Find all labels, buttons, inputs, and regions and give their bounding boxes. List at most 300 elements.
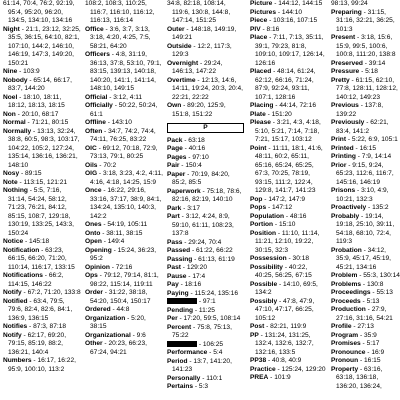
index-entry: Personally - 110:1 (167, 374, 223, 382)
index-entry: Outside - 12:2, 117:3, 129:3 (167, 42, 232, 58)
index-entry: Prisons - 3:10, 4:9, 10:21, 132:3 (331, 187, 389, 203)
index-term: Nosy (3, 170, 20, 177)
index-entry: Paper - 70:19, 84:20, 85:2, 85:5 (167, 170, 230, 186)
index-term: Part (167, 213, 180, 220)
index-term: Problems (331, 280, 362, 288)
page-line-refs: 50:22, 50:24, 61:1 (90, 102, 158, 118)
index-entry: Printed - 16:15 (331, 144, 377, 152)
index-term: Place (250, 34, 268, 41)
index-entry: Possibility - 40:22, 40:25, 56:25, 67:15 (250, 263, 312, 279)
page-line-refs: 17:20, 59:5, 108:14 (183, 315, 241, 322)
page-line-refs: 67:2, 71:20, 133:8 (27, 289, 81, 296)
redaction-bar (167, 341, 197, 347)
index-entry: Plate - 151:20 (250, 110, 292, 118)
index-term: Note (3, 178, 18, 186)
index-entry: Other - 20:23, 66:23, 67:24, 94:21 (85, 340, 147, 356)
index-term: Pending (167, 306, 194, 314)
index-entry: Period - 13:7, 141:20, 141:23 (167, 357, 232, 373)
index-entry: Onto - 38:11, 38:15 (85, 229, 143, 237)
page-line-refs: 103:16, 107:15 (273, 17, 318, 24)
index-term: Post (250, 323, 265, 330)
page-line-refs: 12:2, 117:3, 129:3 (172, 42, 232, 58)
index-entry: Pop - 147:2, 147:9 (250, 195, 306, 203)
page-line-refs: 44:8 (116, 306, 130, 313)
index-entry: Pictures - 144:10 (250, 8, 303, 16)
page-line-refs: 62:21, 83:4, 141:2 (336, 119, 389, 135)
index-term: Officially (85, 102, 113, 109)
index-entry: Population - 48:16 (250, 212, 307, 220)
index-term: Possession (250, 255, 287, 262)
index-term: Pages (167, 153, 187, 161)
index-entry: Performance - 5:4 (167, 349, 223, 356)
index-entry: Nobody - 65:14, 66:17, 83:7, 144:20 (3, 76, 72, 92)
page-line-refs: 70:2 (103, 161, 117, 169)
index-entry: Print - 5:22, 6:9, 105:1 (331, 136, 398, 143)
page-line-refs: 61:22, 66:22 (195, 247, 233, 254)
index-term: Portion (250, 221, 274, 228)
index-term: Performance (167, 349, 208, 356)
page-line-refs: 40:22, 40:25, 56:25, 67:15 (255, 263, 312, 279)
index-term: Pair (167, 162, 180, 169)
page-line-refs: 5:4 (213, 349, 223, 356)
page-line-refs: 3:6, 3:7, 3:13, 3:18, 4:20, 4:25, 7:5, 58:21, 64:20 (90, 25, 151, 50)
index-entry: Once - 16:22, 29:16, 33:16, 37:17, 38:9, 84:1, 134:24, 135:10, 140:3, 142:2 (85, 187, 162, 220)
index-term: Paying (167, 289, 189, 297)
index-entry: Previously - 62:21, 83:4, 141:2 (331, 119, 389, 135)
page-line-refs: 14:10, 69:5, 134:2 (255, 280, 318, 296)
index-term: Placed (250, 68, 272, 75)
index-entry: PP - 131:24, 131:25, 132:4, 132:6, 132:7, 132:16, 133:5 (250, 331, 314, 356)
index-entry: Ordered - 44:8 (85, 306, 130, 313)
page-line-refs: 8:16 (266, 25, 280, 33)
page-line-refs: 5:17 (366, 340, 380, 347)
index-column-3 (167, 0, 244, 392)
index-entry: Office - 3:6, 3:7, 3:13, 3:18, 4:20, 4:25, 7:5, 58:21, 64:20 (85, 25, 151, 50)
index-column-1 (3, 0, 81, 374)
index-term: Open (85, 238, 102, 245)
index-entry: Pressure - 5:18 (331, 68, 378, 75)
index-entry: Possible - 14:10, 69:5, 134:2 (250, 280, 318, 296)
page-line-refs: 34:12, 35:9, 45:17, 45:19, 45:21, 134:16 (336, 246, 391, 271)
index-term: Ops (85, 272, 98, 279)
page-line-refs: 12:13, 14:6, 14:11, 19:24, 20:3, 20:4, 22:21, 22:22 (172, 76, 244, 101)
index-term: Oils (85, 161, 98, 169)
page-line-refs: 63:4, 79:5, 79:6, 82:4, 82:6, 84:1, 136:9, 136:15 (8, 297, 73, 322)
index-term: Normal (3, 119, 26, 126)
index-entry: Prior - 9:15, 9:24, 65:23, 112:6, 116:7, 145:16, 146:19 (331, 161, 394, 186)
index-term: Passing (167, 255, 193, 263)
index-entry: Opinion - 72:16 (85, 263, 133, 271)
index-entry: Problem - 55:3, 130:14 (331, 272, 400, 279)
index-term: Offline (85, 119, 106, 126)
index-term: Nothing (3, 187, 28, 194)
page-line-refs: 4:8, 31:19, 36:13, 37:8, 53:10, 79:1, 83:15, 139:13, 140:18, 140:20, 141:1, 141:14, 148:10, 149:15 (90, 51, 162, 92)
index-entry: Organizational - 9:6 (85, 331, 146, 339)
page-line-refs: 38:11, 38:15 (106, 229, 143, 237)
page-line-refs: 3:10, 4:9, 10:21, 132:3 (336, 187, 389, 203)
index-entry: Notification - 63:23, 66:15, 66:20, 71:20, 110:14, 116:17, 133:15 (3, 246, 75, 271)
page-line-refs: 54:19, 105:11 (107, 221, 148, 228)
index-entry: Nine - 103:9 (3, 68, 40, 75)
page-line-refs: 20:23, 66:23, 67:24, 94:21 (90, 340, 147, 356)
index-column-2 (85, 0, 163, 357)
index-term: Pronoun (331, 357, 359, 364)
index-entry: PP38 - 40:8, 40:9 (250, 357, 302, 364)
page-line-refs: 5:22, 6:9, 105:1 (351, 136, 398, 143)
page-line-refs: 35:9 (364, 331, 377, 339)
page-line-refs: 148:18, 149:19, 149:21 (172, 25, 237, 41)
index-term: Property (331, 365, 359, 373)
page-line-refs: 147:12 (272, 204, 293, 211)
index-entry: Placing - 44:14, 72:16 (250, 102, 316, 109)
index-entry: Open - 149:4 (85, 238, 125, 245)
index-entry: Past - 129:20 (167, 264, 207, 271)
page-line-refs: 13:7, 141:20, 141:23 (172, 357, 232, 373)
index-entry: - 106:25 (167, 341, 244, 350)
index-term: Plate (250, 110, 266, 118)
page-line-refs: 129:20 (186, 264, 207, 271)
page-line-refs: 131:24, 131:25, 132:4, 132:6, 132:7, 132:16, 133:5 (255, 331, 314, 356)
page-line-refs: 71:21, 80:15 (31, 119, 69, 126)
page-line-refs: 79:12, 79:14, 81:1, 98:22, 115:14, 119:11 (90, 272, 159, 288)
index-term: Pop (250, 195, 263, 203)
page-line-refs: 106:25 (202, 340, 224, 348)
index-term: Normally (3, 127, 32, 135)
index-entry (3, 0, 81, 26)
index-entry: Practice - 125:24, 129:20 (250, 365, 326, 373)
index-entry: Offline - 143:10 (85, 119, 132, 126)
index-term: Notified (3, 297, 28, 305)
index-term: Ordered (85, 306, 111, 313)
index-entry: Notifies - 87:3, 87:18 (3, 323, 67, 330)
index-term: Notification (3, 246, 40, 254)
index-entry: Please - 3:21, 4:3, 4:18, 5:10, 5:21, 7:14, 7:18, 7:21, 15:17, 103:12 (250, 119, 321, 143)
page-line-refs: 135:2 (372, 204, 389, 211)
page-line-refs: 16:9 (371, 348, 385, 356)
page-line-refs: 19:14, 19:18, 25:10, 39:11, 54:18, 68:10, 72:4, 119:3 (336, 212, 395, 245)
index-term: Order (85, 289, 103, 296)
index-entry: Pending - 11:25 (167, 306, 215, 314)
index-term: Personally (167, 374, 201, 382)
page-line-refs: 16:22, 29:16, 33:16, 37:17, 38:9, 84:1, 134:24, 135:10, 140:3, 142:2 (90, 187, 162, 220)
index-entry: Pay - 18:16 (167, 281, 202, 288)
page-line-refs: 21:1, 23:12, 32:25, 35:5, 36:15, 64:10, 82:1, 107:10, 144:2, 146:10, 146:19, 147:3, 149:20, 150:21 (8, 25, 81, 67)
page-line-refs: 113:15, 121:21 (23, 178, 68, 186)
page-line-refs: 48:14, 61:24, 62:12, 66:16, 71:24, 87:9, 92:24, 93:11, 107:1, 128:16 (255, 68, 316, 101)
index-term: Previously (331, 119, 365, 126)
page-line-refs: 62:17, 69:20, 79:15, 85:19, 88:2, 136:21, 140:4 (8, 331, 67, 356)
index-term: Organizational (85, 331, 131, 339)
index-term: Page (167, 145, 183, 152)
index-term: Pay (167, 281, 179, 288)
page-line-refs: 18:10, 18:11, 18:12, 18:13, 18:15 (8, 93, 65, 109)
index-entry: PIV - 8:16 (250, 25, 280, 33)
page-line-refs: 9:15, 9:24, 65:23, 112:6, 116:7, 145:16, 146:19 (336, 161, 394, 186)
index-entry: Oils - 70:2 (85, 161, 117, 169)
index-entry: Paying - 115:24, 135:16 (167, 289, 239, 297)
index-term: Organization (85, 314, 126, 322)
index-term: PP38 (250, 357, 267, 364)
page-line-refs: 5:18 (365, 68, 378, 75)
index-term: Period (167, 357, 188, 365)
index-term: Position (250, 229, 277, 237)
page-line-refs: 11:10, 11:14, 11:21, 12:10, 19:22, 30:15, 32:3 (255, 229, 320, 254)
index-entry: Note - 113:15, 121:21 (3, 178, 68, 186)
page-line-refs: 97:1 (202, 298, 216, 305)
page-line-refs: 7:9, 14:14 (361, 153, 392, 160)
index-term: Overtime (167, 76, 196, 84)
index-entry: Position - 11:10, 11:14, 11:21, 12:10, 19:22, 30:15, 32:3 (250, 229, 320, 254)
page-line-refs: 69:12, 70:18, 72:9, 73:13, 79:1, 80:25 (90, 144, 158, 160)
page-line-refs: 5:5, 7:16, 31:14, 54:24, 58:12, 71:23, 76:21, 84:12, 85:15, 108:7, 129:18, 130:19, 133:25, 143:3, 150:24 (8, 187, 74, 237)
page-line-refs: 18:16 (184, 281, 202, 288)
index-entry (85, 0, 163, 26)
index-term: Print (331, 136, 347, 143)
index-term: Once (85, 187, 102, 194)
page-line-refs: 48:16 (289, 212, 307, 220)
index-term: Night (3, 25, 20, 33)
index-term: Prior (331, 161, 347, 169)
index-entry: Possession - 30:18 (250, 255, 310, 262)
index-term: Park (167, 204, 182, 212)
page-line-refs: 16:15 (363, 357, 381, 364)
index-term: Passed (167, 247, 191, 254)
section-letter-header: P (167, 123, 244, 133)
index-entry: Possibly - 47:8, 47:9, 47:10, 47:17, 66:25, 105:12 (250, 297, 315, 322)
page-line-refs: 130:8 (366, 280, 384, 288)
index-term: Notify (3, 289, 22, 296)
index-term: Probably (331, 212, 360, 220)
page-line-refs: 151:20 (271, 110, 292, 118)
index-entry: Nothing - 5:5, 7:16, 31:14, 54:24, 58:12, 71:23, 76:21, 84:12, 85:15, 108:7, 129:18, 130:19, 133:25, 143:3, 150:24 (3, 187, 74, 237)
page-line-refs: 143:10 (111, 119, 132, 126)
index-entry: Profile - 27:13 (331, 323, 374, 330)
index-entry: Program - 35:9 (331, 331, 377, 339)
index-entry: Printing - 7:9, 14:14 (331, 153, 392, 160)
index-entry: Officially - 50:22, 50:24, 61:1 (85, 102, 158, 118)
index-entry: Notify - 67:2, 71:20, 133:8 (3, 289, 81, 296)
index-entry: Proceeds - 5:13 (331, 297, 380, 305)
index-term: Piece (250, 17, 268, 24)
index-term: Nobody (3, 76, 28, 84)
index-entry (167, 0, 244, 26)
index-term: Present (331, 34, 356, 41)
page-line-refs: 63:23, 66:15, 66:20, 71:20, 110:14, 116:17, 133:15 (8, 246, 75, 271)
page-line-refs: 145:18 (29, 238, 50, 245)
page-line-refs: 137:8, 139:22 (336, 102, 384, 118)
index-term: Office (85, 25, 104, 33)
index-entry: Normal - 71:21, 80:15 (3, 119, 69, 126)
page-line-refs: 63:18 (188, 136, 205, 144)
index-term: Paperwork (167, 187, 201, 195)
page-line-refs: 40:8, 40:9 (272, 357, 302, 364)
index-term: Preparing (331, 8, 362, 16)
index-entry: Notify - 62:17, 69:20, 79:15, 85:19, 88:2, 136:21, 140:4 (3, 331, 67, 356)
page-line-refs: 75:18, 78:6, 82:16, 82:19, 140:10 (172, 187, 242, 203)
index-term: Possible (250, 280, 278, 288)
page-line-refs: 144:10 (281, 8, 303, 16)
page-line-refs: 63:16, 63:18, 136:18, 136:20, 136:24, (336, 365, 383, 390)
page-line-refs: 3:18, 15:6, 15:9, 99:5, 100:6, 100:8, 111:20, 138:8 (336, 34, 396, 58)
index-entry: Pronoun - 16:15 (331, 357, 381, 364)
index-term: Own (167, 102, 182, 109)
index-term: Noel (3, 93, 18, 101)
index-term: PIV (250, 25, 261, 33)
page-line-refs: 149:4 (107, 238, 125, 245)
index-entry: Pops - 147:12 (250, 204, 293, 211)
page-line-refs: 16:15 (359, 144, 377, 152)
index-entry: Point - 11:11, 18:1, 41:6, 48:11, 60:2, 65:11, 65:16, 65:24, 65:25, 67:3, 70:25, 78:19, 93:15, 111:2, 122:4, 129:8, 141:7, 141:23 (250, 144, 323, 194)
index-entry: Production - 27:9, 27:16, 31:16, 54:21 (331, 306, 393, 322)
index-term: Ones (85, 221, 102, 228)
index-term: Possibly (250, 297, 278, 305)
index-term: Picture (250, 0, 273, 7)
index-term: Pass (167, 238, 183, 246)
page-line-refs: 150:4 (185, 162, 202, 169)
page-line-refs: 29:24, 70:4 (188, 238, 222, 246)
index-term: Opening (85, 246, 112, 254)
index-term: OIG (85, 170, 98, 177)
page-line-refs: 3:12, 4:24, 8:9, 59:10, 61:11, 108:23, 137:8 (172, 213, 234, 237)
index-entry: Percent - 75:8, 75:13, 75:22 (167, 323, 232, 339)
index-term: Pertains (167, 383, 194, 390)
index-entry: Pack - 63:18 (167, 136, 205, 144)
index-entry: Order - 31:22, 38:18, 54:20, 150:4, 150:17 (85, 289, 151, 305)
index-term: Notifications (3, 272, 43, 279)
index-term: Outside (167, 42, 192, 50)
page-line-refs: 103:9 (23, 68, 40, 75)
index-entry: Probably - 19:14, 19:18, 25:10, 39:11, 54:18, 68:10, 72:4, 119:3 (331, 212, 395, 245)
page-line-refs: 40:16 (188, 145, 206, 152)
index-term: Pack (167, 136, 183, 144)
page-line-refs: 101:9 (274, 374, 291, 381)
index-term: Probation (331, 246, 362, 254)
index-entry: Overtime - 12:13, 14:6, 14:11, 19:24, 20:3, 20:4, 22:21, 22:22 (167, 76, 244, 101)
index-term: Pictures (250, 8, 277, 16)
page-line-refs: 147:2, 147:9 (268, 195, 306, 203)
index-entry: Pass - 29:24, 70:4 (167, 238, 222, 246)
index-entry: Pertains - 5:3 (167, 383, 209, 390)
page-line-refs: 55:13 (376, 289, 393, 296)
page-line-refs: 20:10, 68:17 (21, 110, 59, 118)
index-entry: Per - 17:20, 59:5, 108:14 (167, 315, 241, 322)
page-line-refs: 30:18 (292, 255, 310, 262)
index-term: PREA (250, 374, 269, 381)
index-entry: Officers - 4:8, 31:19, 36:13, 37:8, 53:10, 79:1, 83:15, 139:13, 140:18, 140:20, 141:1, 141:14, 148:10, 149:15 (85, 51, 162, 92)
page-line-refs: 144:12, 144:15 (278, 0, 323, 7)
page-line-refs: 9:6 (136, 331, 146, 339)
page-line-refs: 110:1 (206, 374, 223, 382)
index-term: Numbers (3, 357, 32, 364)
index-entry: Numbers - 16:17, 16:22, 95:9, 100:10, 113:2 (3, 357, 76, 373)
index-column-4 (250, 0, 326, 383)
index-entry: Non - 20:10, 68:17 (3, 110, 59, 118)
index-term: Official (85, 93, 108, 101)
index-term: Nine (3, 68, 18, 75)
index-entry: Outer - 148:18, 149:19, 149:21 (167, 25, 237, 41)
index-term: Placing (250, 102, 274, 109)
index-term: Officers (85, 51, 110, 58)
page-line-refs: 82:21, 119:9 (270, 323, 307, 330)
page-line-refs: 27:9, 27:16, 31:16, 54:21 (336, 306, 393, 322)
page-line-refs: 11:25 (198, 306, 215, 314)
index-entry: Notified - 63:4, 79:5, 79:6, 82:4, 82:6, 84:1, 136:9, 136:15 (3, 297, 73, 322)
index-term: Notifies (3, 323, 28, 330)
index-entry: Organization - 5:20, 38:15 (85, 314, 146, 330)
index-term: Onto (85, 229, 101, 237)
index-entry: - 97:1 (167, 298, 244, 307)
index-entry: Ones - 54:19, 105:11 (85, 221, 148, 228)
index-entry: Notice - 145:18 (3, 238, 50, 245)
index-entry: Present - 3:18, 15:6, 15:9, 99:5, 100:6, 100:8, 111:20, 138:8 (331, 34, 396, 58)
page-line-refs: 16:17, 16:22, 95:9, 100:10, 113:2 (8, 357, 76, 373)
index-entry: Promises - 5:17 (331, 340, 380, 347)
index-entry: PREA - 101:9 (250, 374, 291, 381)
page-line-refs: 31:15, 31:16, 32:21, 36:25, 101:3 (336, 8, 395, 33)
page-line-refs: 5:3 (198, 383, 209, 390)
index-term: Past (167, 264, 181, 271)
index-term: Printing (331, 153, 356, 160)
index-term: Pressure (331, 68, 360, 75)
page-line-refs: 5:13 (366, 297, 380, 305)
index-term: Pause (167, 272, 187, 280)
page-line-refs: 108:2, 108:3, 110:25, 116:7, 116:10, 116:12, 116:13, 116:14 (85, 0, 155, 24)
index-entry: Placed - 48:14, 61:24, 62:12, 66:16, 71:24, 87:9, 92:24, 93:11, 107:1, 128:16 (250, 68, 316, 101)
index-entry: Portion - 15:10 (250, 221, 296, 228)
page-line-refs: 47:8, 47:9, 47:10, 47:17, 66:25, 105:12 (255, 297, 315, 322)
index-term: Notice (3, 238, 24, 245)
index-entry: OIC - 69:12, 70:18, 72:9, 73:13, 79:1, 80:25 (85, 144, 158, 160)
index-term: Practice (250, 365, 276, 373)
index-term: Pronounce (331, 348, 366, 356)
index-entry: Official - 3:12, 4:11 (85, 93, 143, 101)
index-entry: Page - 40:16 (167, 145, 206, 152)
index-term: Program (331, 331, 359, 339)
index-entry: Picture - 144:12, 144:15 (250, 0, 323, 7)
index-term: Overnight (167, 59, 199, 67)
page-line-refs: 3:17 (187, 204, 201, 212)
page-line-refs: 34:7, 74:2, 74:4, 74:11, 76:25, 83:22 (90, 127, 156, 143)
index-term: Point (250, 144, 267, 152)
index-entry: Part - 3:12, 4:24, 8:9, 59:10, 61:11, 108:23, 137:8 (167, 213, 234, 237)
page-line-refs: 17:4 (192, 272, 206, 280)
index-term: Proceeds (331, 297, 361, 305)
index-entry: Previous - 137:8, 139:22 (331, 102, 384, 118)
index-entry (331, 0, 400, 9)
index-term: Percent (167, 323, 192, 331)
page-line-refs: 98:13, 99:24 (331, 0, 368, 7)
page-line-refs: 44:14, 72:16 (279, 102, 316, 109)
index-term: Production (331, 306, 366, 313)
index-term: Opinion (85, 263, 110, 271)
index-entry: Preserved - 39:14 (331, 59, 386, 67)
index-term: Other (85, 340, 103, 347)
index-entry: Property - 63:16, 63:18, 136:18, 136:20, 136:24, (331, 365, 383, 390)
page-line-refs: 70:19, 84:20, 85:2, 85:5 (172, 170, 230, 186)
index-term: PP (250, 331, 259, 339)
page-line-refs: 97:10 (192, 153, 209, 161)
page-line-refs: 125:24, 129:20 (281, 365, 326, 373)
index-entry: Often - 34:7, 74:2, 74:4, 74:11, 76:25, 83:22 (85, 127, 156, 143)
page-line-refs: 55:3, 130:14 (363, 272, 400, 279)
index-entry: Overnight - 29:24, 146:13, 147:22 (167, 59, 223, 75)
index-entry: Problems - 130:8 (331, 280, 384, 288)
page-line-refs: 34:8, 82:18, 108:14, 119:6, 130:8, 144:8, 147:14, 151:25 (167, 0, 231, 24)
index-entry: Normally - 13:13, 32:24, 38:8, 60:5, 98:3, 103:17, 104:22, 105:2, 127:24, 135:14, 136:16, 136:21, 148:10 (3, 127, 80, 169)
page-line-refs: 27:13 (357, 323, 374, 330)
index-term: Non (3, 110, 16, 118)
index-entry: OIG - 3:18, 3:23, 4:2, 4:11, 4:16, 4:18, 14:25, 15:9 (85, 170, 163, 186)
